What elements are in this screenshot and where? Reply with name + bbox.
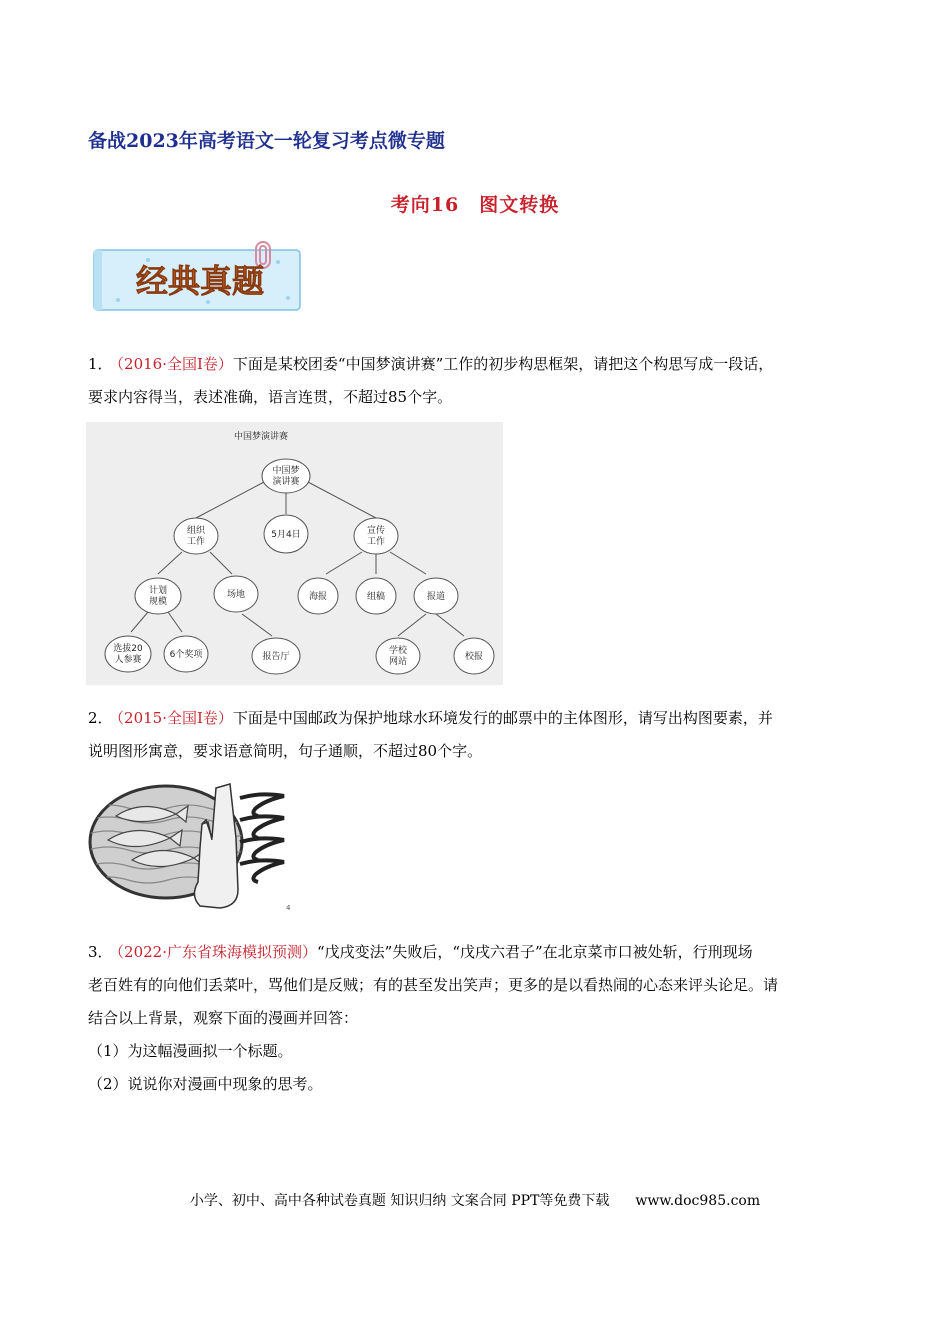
classic-questions-banner [88, 240, 306, 314]
label-line: 中国梦 [272, 466, 300, 476]
diagram-connectors [131, 482, 464, 636]
label-report: 报道 [426, 592, 446, 602]
question-2-source: （2015·全国I卷） [116, 709, 233, 727]
polluted-flow-icon [240, 794, 284, 882]
node-org [174, 518, 218, 554]
speech-contest-diagram [86, 422, 503, 685]
label-hall: 报告厅 [262, 652, 290, 662]
label-awards: 6个奖项 [169, 650, 203, 660]
question-1 [88, 348, 863, 414]
diagram-labels [113, 464, 483, 667]
document-header-title: 备战2023年高考语文一轮复习考点微专题 [88, 130, 445, 152]
question-2-line-2: 说明图形寓意，要求语意简明，句子通顺，不超过80个字。 [88, 742, 483, 760]
question-2-number: 2． [88, 709, 113, 727]
node-web [376, 638, 420, 674]
question-3-number: 3． [88, 943, 113, 961]
question-3-line-2: 老百姓有的向他们丢菜叶，骂他们是反贼；有的甚至发出笑声；更多的是以看热闹的心态来评头论足。请 [88, 976, 779, 994]
question-3-sub-1: （1）为这幅漫画拟一个标题。 [88, 1042, 293, 1060]
question-3-line-1: “戊戌变法”失败后，“戊戌六君子”在北京菜市口被处斩，行刑现场 [317, 943, 753, 961]
chapter-title: 考向16 图文转换 [390, 194, 560, 216]
label-line: 人参赛 [114, 655, 142, 665]
label-line: 演讲赛 [272, 477, 300, 487]
water-protection-stamp-image [88, 778, 298, 913]
question-2 [88, 702, 863, 768]
question-1-line-1: 下面是某校团委“中国梦演讲赛”工作的初步构思框架，请把这个构思写成一段话， [232, 355, 774, 373]
question-1-source: （2016·全国I卷） [116, 355, 233, 373]
label-web [389, 644, 408, 667]
footer-url-link[interactable]: www.doc985.com [635, 1193, 761, 1209]
label-line: 组织 [186, 526, 206, 536]
question-1-line-2: 要求内容得当，表述准确，语言连贯，不超过85个字。 [88, 388, 453, 406]
label-line: 工作 [366, 537, 386, 547]
label-poster: 海报 [308, 592, 328, 602]
question-1-number: 1． [88, 355, 113, 373]
stamp-mark: 4 [286, 904, 291, 912]
question-3-sub-2: （2）说说你对漫画中现象的思考。 [88, 1075, 323, 1093]
label-line: 选拔20 [113, 644, 143, 654]
question-3-line-3: 结合以上背景，观察下面的漫画并回答： [88, 1009, 359, 1027]
label-line: 网站 [388, 657, 408, 667]
footer-text: 小学、初中、高中各种试卷真题 知识归纳 文案合同 PPT等免费下载 [189, 1193, 610, 1209]
label-root [272, 464, 299, 487]
label-plan [149, 584, 167, 607]
node-select [105, 636, 151, 672]
label-pub [367, 524, 385, 547]
label-line: 宣传 [366, 526, 386, 536]
label-venue: 场地 [226, 590, 246, 600]
label-line: 学校 [388, 646, 408, 656]
question-3 [88, 936, 863, 1101]
label-org [187, 524, 206, 547]
diagram-title: 中国梦演讲赛 [233, 432, 289, 442]
label-paper: 校报 [464, 652, 484, 662]
banner-label: 经典真题 [135, 262, 265, 300]
label-line: 规模 [148, 597, 168, 607]
label-line: 计划 [148, 586, 168, 596]
label-select [113, 642, 143, 665]
question-3-source: （2022·广东省珠海模拟预测） [116, 943, 317, 961]
label-date: 5月4日 [271, 530, 301, 540]
node-pub [354, 518, 398, 554]
label-draft: 组稿 [366, 592, 386, 602]
diagram-nodes [105, 459, 494, 674]
node-root [262, 459, 310, 493]
question-2-line-1: 下面是中国邮政为保护地球水环境发行的邮票中的主体图形，请写出构图要素，并 [232, 709, 773, 727]
label-line: 工作 [186, 537, 206, 547]
node-plan [135, 578, 181, 614]
banner-edge [94, 250, 102, 310]
page-footer [0, 1190, 950, 1210]
